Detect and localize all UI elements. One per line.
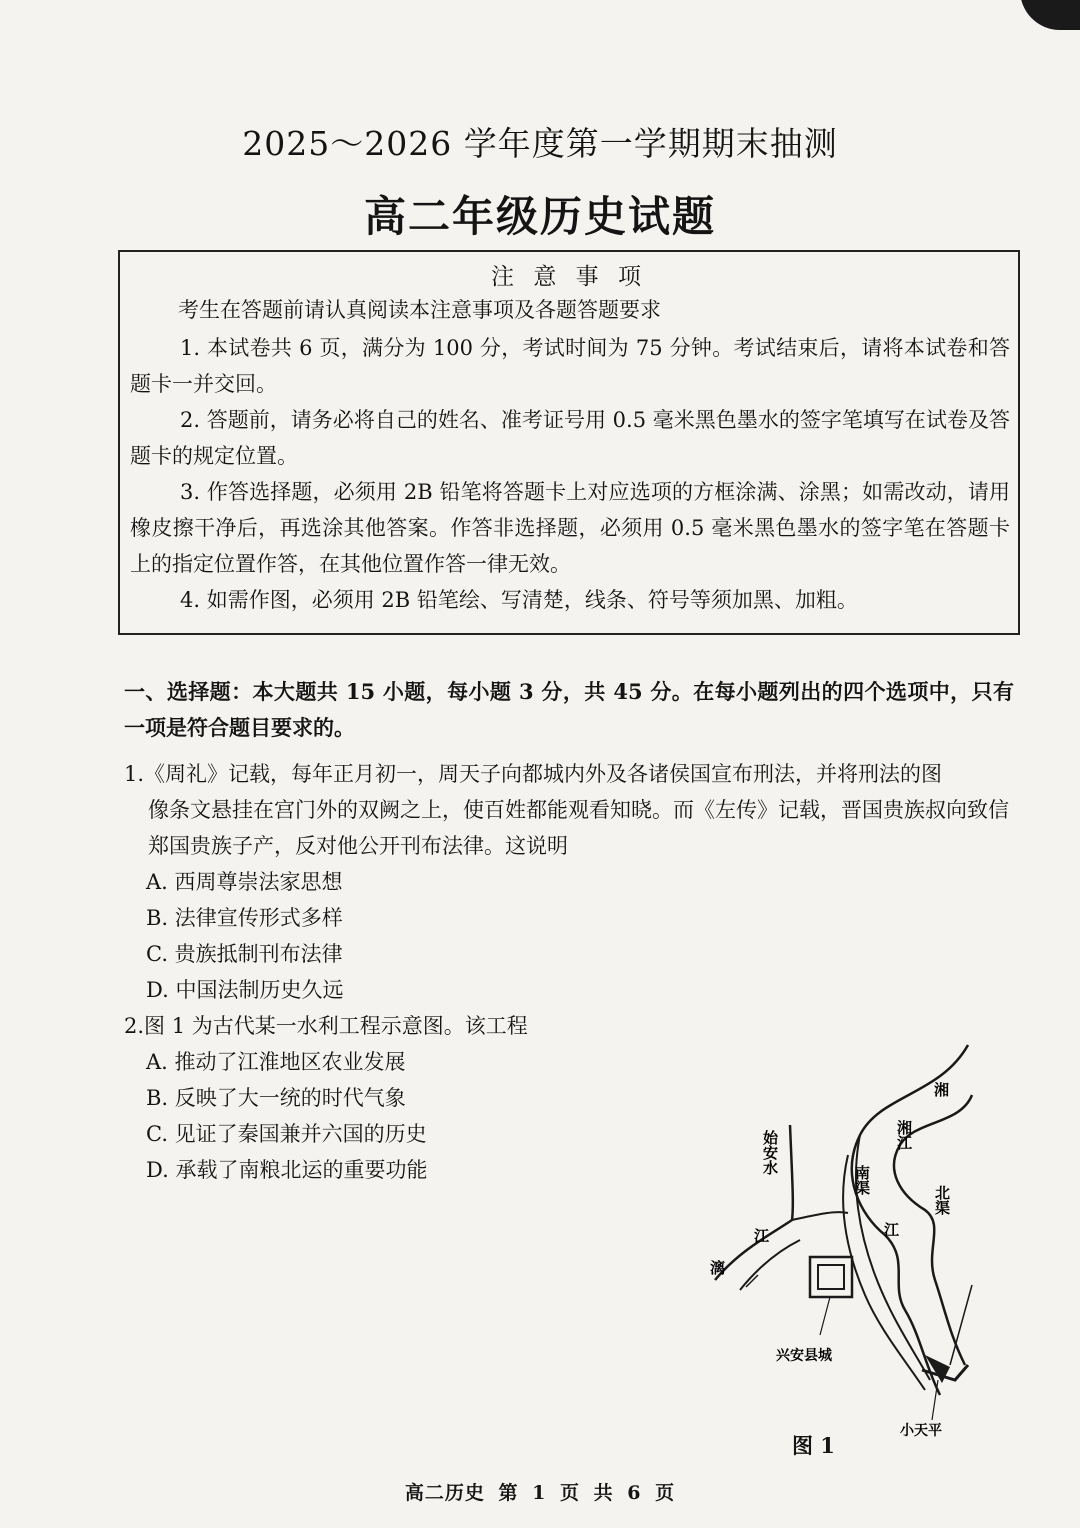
label-xingan-city: 兴安县城 <box>776 1348 832 1364</box>
notice-box <box>118 250 1020 635</box>
footer-total-suffix: 页 <box>655 1482 676 1504</box>
exam-subject-title: 高二年级历史试题 <box>363 192 716 241</box>
notice-intro: 考生在答题前请认真阅读本注意事项及各题答题要求 <box>178 298 661 322</box>
shian-river <box>715 1125 793 1280</box>
label-xiao-tianping: 小天平 <box>900 1423 942 1439</box>
option-b: B. 反映了大一统的时代气象 <box>146 1086 406 1110</box>
footer-total-prefix: 共 <box>593 1482 614 1504</box>
xingan-city-outer <box>810 1257 852 1297</box>
label-bei-qu: 北渠 <box>933 1185 951 1215</box>
question-number: 1. <box>124 762 145 786</box>
footer-subject: 高二历史 <box>404 1482 485 1504</box>
option-c: C. 贵族抵制刊布法律 <box>146 942 343 966</box>
option-d: D. 中国法制历史久远 <box>146 978 344 1002</box>
option-d: D. 承载了南粮北运的重要功能 <box>146 1158 428 1182</box>
page-footer <box>0 1478 1080 1505</box>
figure-caption: 图 1 <box>792 1433 835 1458</box>
notice-items <box>130 330 1010 618</box>
label-shi-an-jiang: 江 <box>884 1221 900 1239</box>
river-junction <box>792 1212 848 1220</box>
notice-item: 3. 作答选择题，必须用 2B 铅笔将答题卡上对应选项的方框涂满、涂黑；如需改动，请用橡皮擦干净后，再选涂其他答案。作答非选择题，必须用 0.5 毫米黑色墨水的签字笔在答题卡上的指定位置作答，在其他位置作答一律无效。 <box>130 480 1010 576</box>
exam-term-title: 2025～2026 学年度第一学期期末抽测 <box>242 124 838 163</box>
notice-item: 2. 答题前，请务必将自己的姓名、准考证号用 0.5 毫米黑色墨水的签字笔填写在试卷及答题卡的规定位置。 <box>130 408 1010 468</box>
city-pointer <box>820 1297 830 1335</box>
footer-page-prefix: 第 <box>498 1482 519 1504</box>
figure-1-canal-map <box>710 1035 980 1465</box>
dam-pointer <box>950 1285 972 1365</box>
page-corner-shadow <box>1020 0 1080 30</box>
option-a: A. 推动了江淮地区农业发展 <box>146 1050 406 1074</box>
question-stem-first: 《周礼》记载，每年正月初一，周天子向都城内外及各诸侯国宣布刑法，并将刑法的图 <box>144 762 943 786</box>
notice-item: 1. 本试卷共 6 页，满分为 100 分，考试时间为 75 分钟。考试结束后，请将本试卷和答题卡一并交回。 <box>130 336 1010 396</box>
question-number: 2. <box>124 1014 145 1038</box>
label-shian-river: 始安水 <box>761 1130 779 1175</box>
section-heading: 一、选择题：本大题共 15 小题，每小题 3 分，共 45 分。在每小题列出的四个选项中，只有一项是符合题目要求的。 <box>124 679 1014 740</box>
label-xiang-river-main: 湘 <box>934 1081 950 1099</box>
label-li-river: 漓 <box>710 1259 726 1277</box>
option-c: C. 见证了秦国兼并六国的历史 <box>146 1122 427 1146</box>
question-stem-rest: 像条文悬挂在宫门外的双阙之上，使百姓都能观看知晓。而《左传》记载，晋国贵族叔向致信郑国贵族子产，反对他公开刊布法律。这说明 <box>148 798 1009 858</box>
question-1 <box>124 756 1014 1008</box>
footer-page-number: 1 <box>532 1482 547 1504</box>
label-xiang-jiang: 湘江 <box>895 1120 913 1150</box>
xiang-river-outer <box>852 1045 968 1395</box>
option-a: A. 西周尊崇法家思想 <box>146 870 343 894</box>
notice-title: 注 意 事 项 <box>491 264 647 290</box>
xingan-city-inner <box>818 1265 844 1289</box>
footer-total-pages: 6 <box>627 1482 642 1504</box>
label-nan-qu: 南渠 <box>853 1165 871 1195</box>
label-jiang-left: 江 <box>754 1227 770 1245</box>
question-stem <box>124 756 1014 864</box>
option-b: B. 法律宣传形式多样 <box>146 906 343 930</box>
notice-item: 4. 如需作图，必须用 2B 铅笔绘、写清楚，线条、符号等须加黑、加粗。 <box>180 588 858 612</box>
footer-page-mid: 页 <box>559 1482 580 1504</box>
question-stem-first: 图 1 为古代某一水利工程示意图。该工程 <box>144 1014 528 1038</box>
